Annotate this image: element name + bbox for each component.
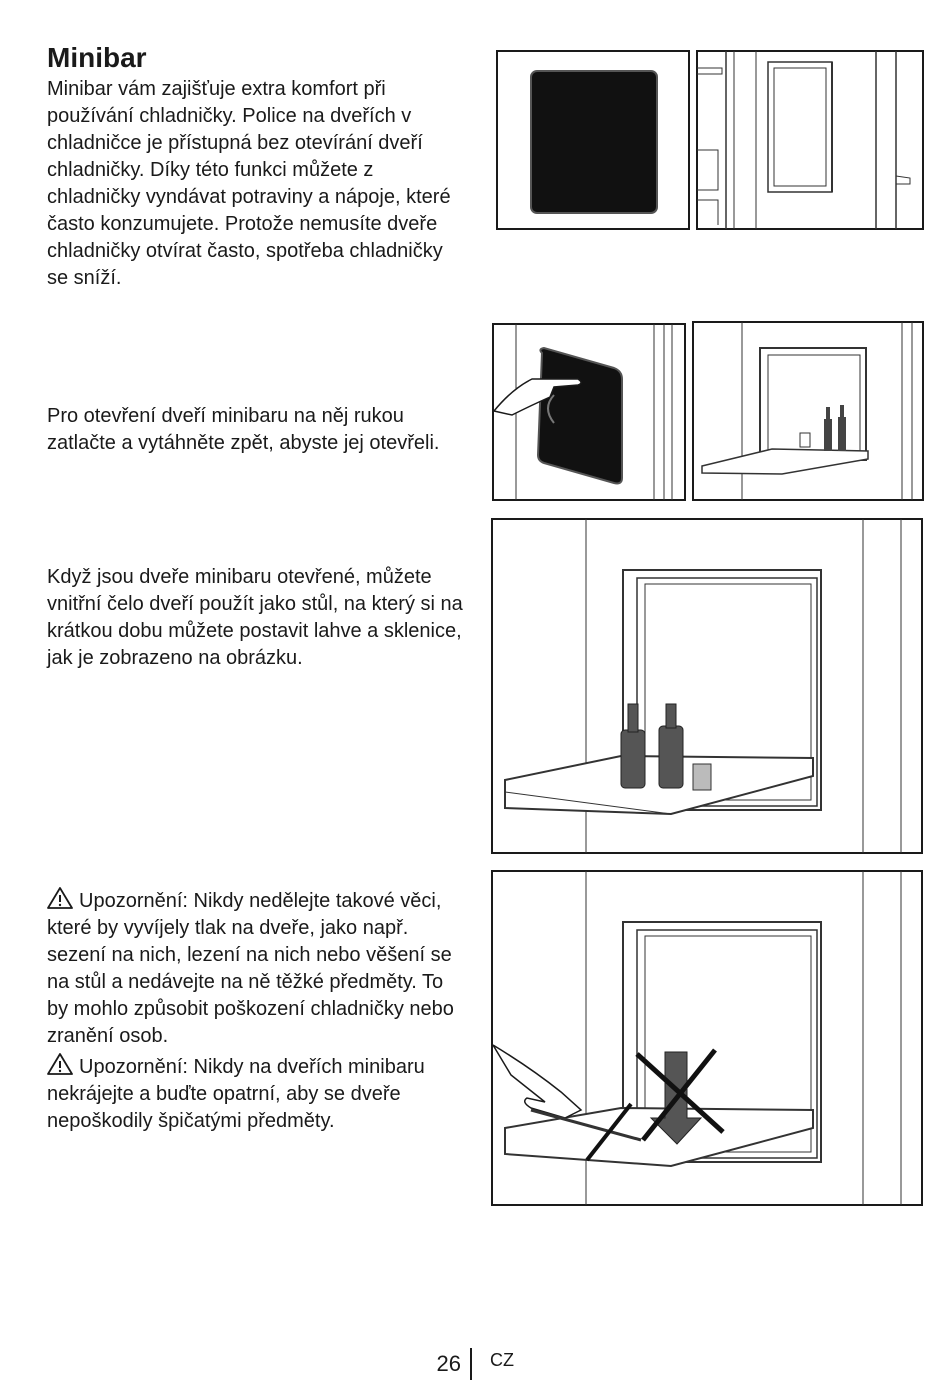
figure-door-as-table xyxy=(491,518,923,854)
warning-text: Upozornění: Nikdy na dveřích minibaru nekrájejte a buďte opatrní, aby se dveře nepoškodily špičatými předměty. xyxy=(47,1056,425,1132)
page-number: 26 xyxy=(436,1351,461,1376)
warning-pressure xyxy=(47,887,467,1050)
figure-do-not-press-cut xyxy=(491,870,923,1206)
warning-text: Upozornění: Nikdy nedělejte takové věci, které by vyvíjely tlak na dveře, jako např. sezení na nich, lezení na nich nebo věšení se na stůl a nedávejte na ně těžké předměty. To by mohlo způsobit poškození chladničky nebo zranění osob. xyxy=(47,890,454,1047)
warning-triangle-icon xyxy=(47,887,73,909)
figure-hand-pressing-door xyxy=(492,323,686,501)
warning-sharp-objects xyxy=(47,1053,467,1135)
intro-paragraph: Minibar vám zajišťuje extra komfort při používání chladničky. Police na dveřích v chladničce je přístupná bez otevírání dveří chladničky. Díky této funkci můžete z chladničky vyndávat potraviny a nápoje, které často konzumujete. Protože nemusíte dveře chladničky otvírat často, spotřeba chladničky se sníží. xyxy=(47,78,451,289)
page-footer xyxy=(0,1345,950,1385)
figure-minibar-open-small xyxy=(692,321,924,501)
warning-triangle-icon xyxy=(47,1053,73,1075)
language-code: CZ xyxy=(490,1350,514,1370)
section-title: Minibar xyxy=(47,42,147,73)
figure-minibar-closed xyxy=(496,50,690,230)
figure-fridge-side xyxy=(696,50,924,230)
table-use-paragraph: Když jsou dveře minibaru otevřené, můžete vnitřní čelo dveří použít jako stůl, na který si na krátkou dobu můžete postavit lahve a sklenice, jak je zobrazeno na obrázku. xyxy=(47,566,463,669)
footer-divider xyxy=(470,1348,472,1380)
opening-instructions: Pro otevření dveří minibaru na něj rukou zatlačte a vytáhněte zpět, abyste jej otevřeli. xyxy=(47,405,440,454)
